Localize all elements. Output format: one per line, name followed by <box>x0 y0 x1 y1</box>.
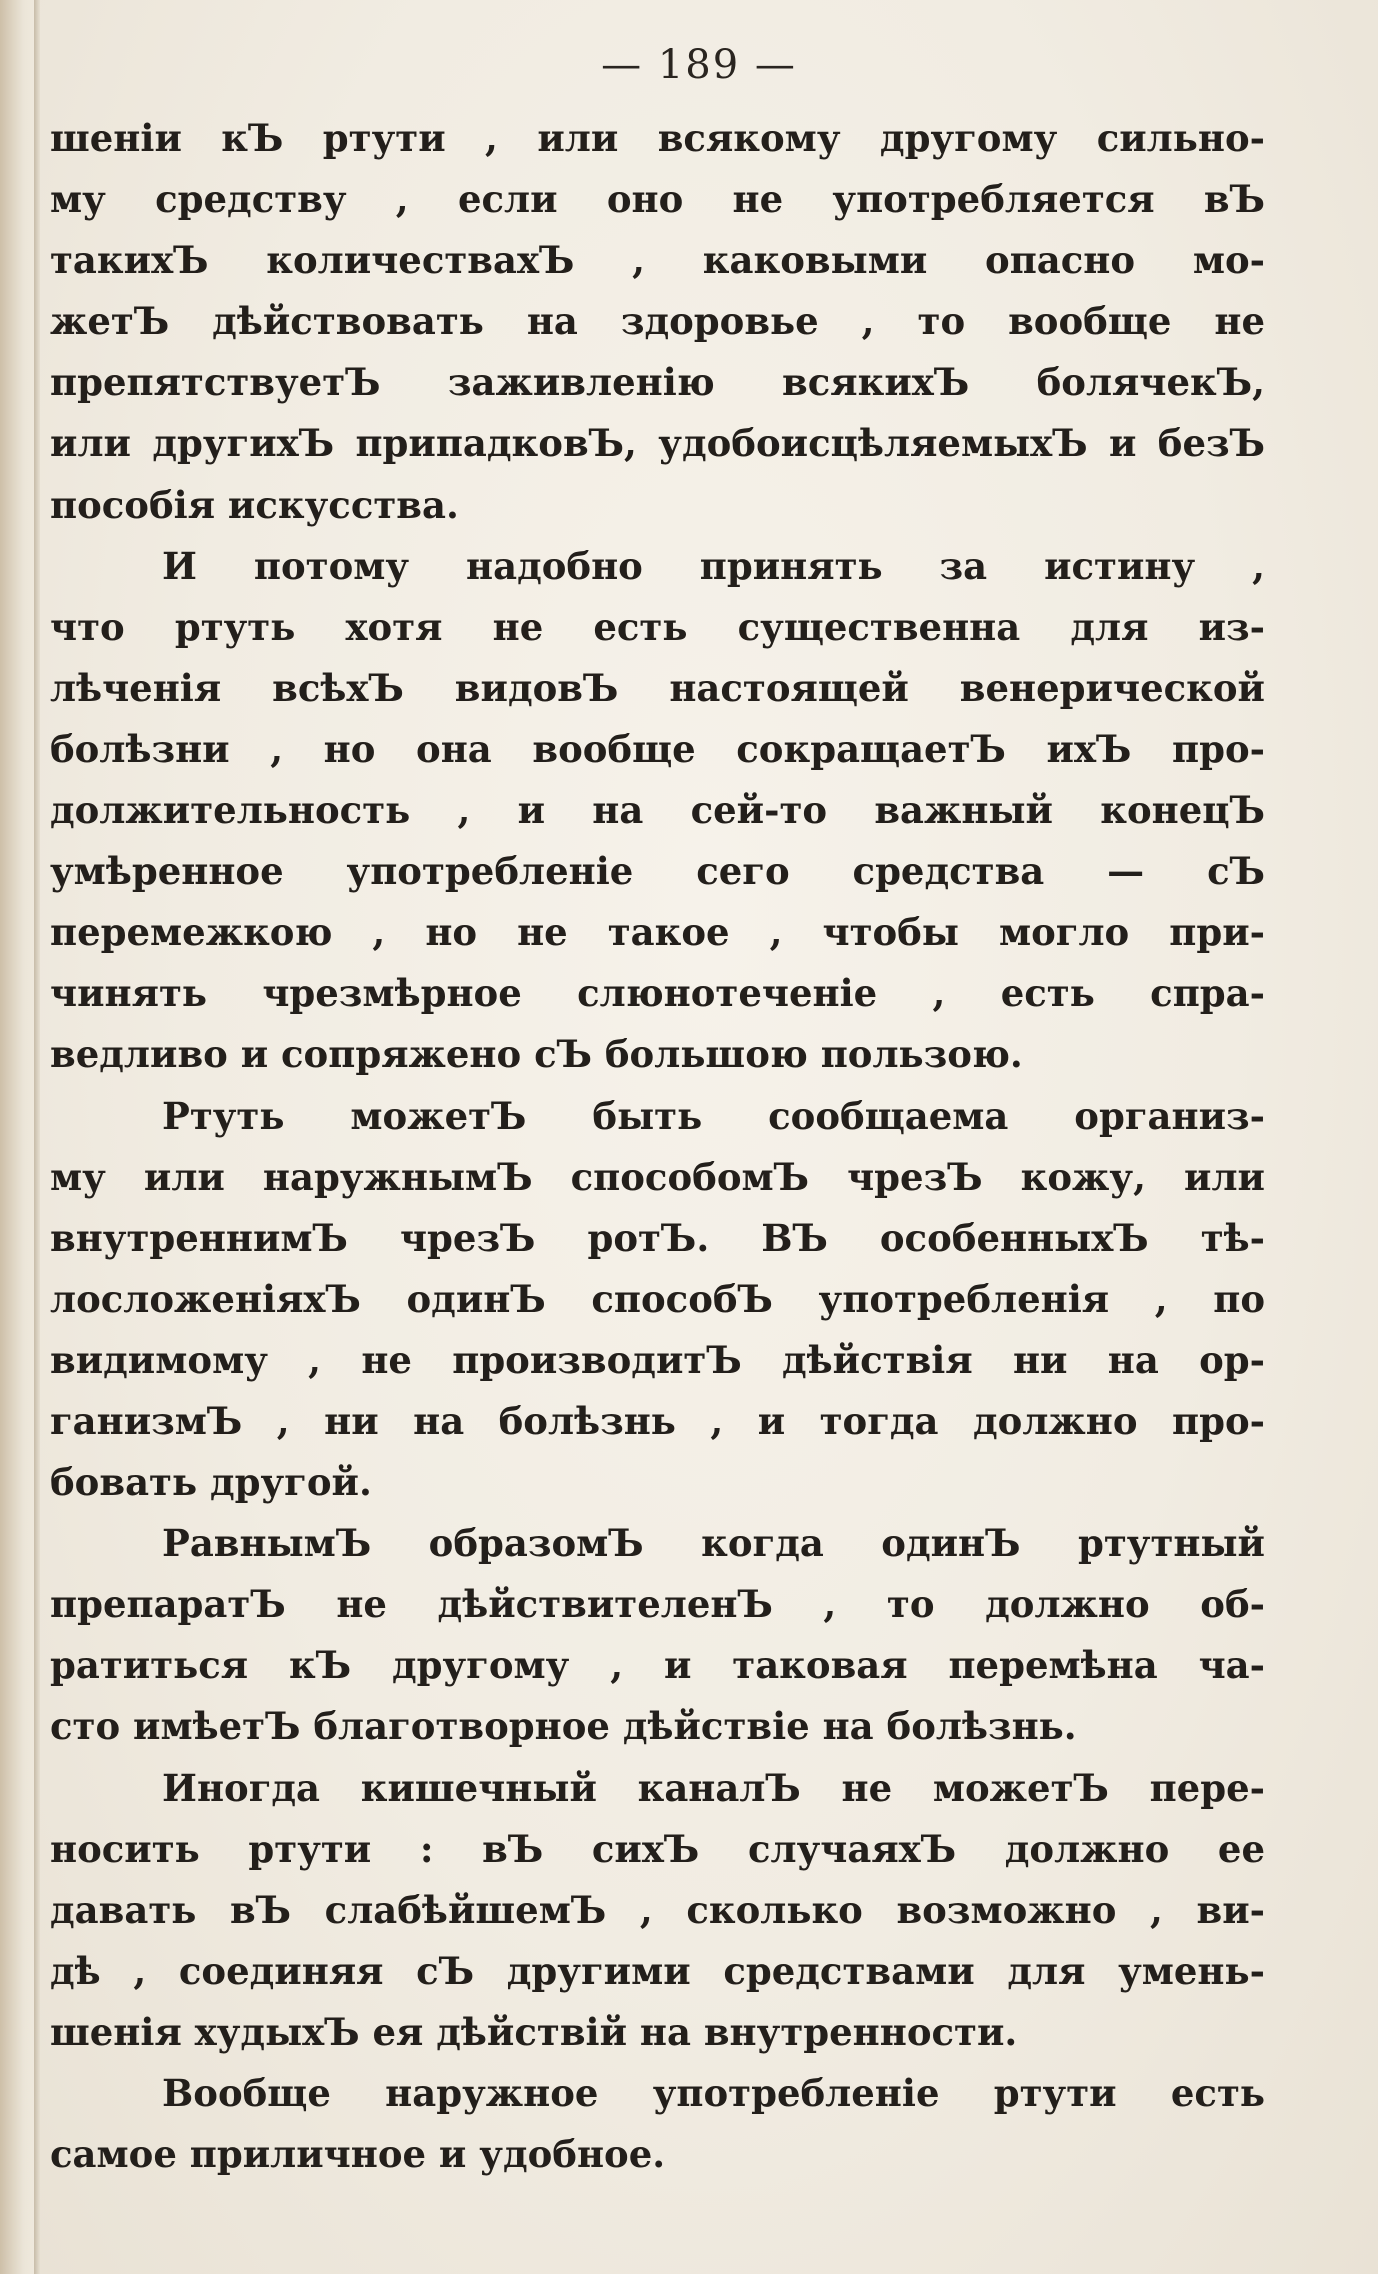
paragraph-3 <box>50 1086 1265 1514</box>
text-line: дѣ , соединяя сЪ другими средствами для умень- <box>50 1948 1265 1993</box>
text-line: ганизмЪ , ни на болѣзнь , и тогда должно про- <box>50 1398 1265 1443</box>
text-line: му средству , если оно не употребляется вЪ <box>50 177 1265 222</box>
text-line: шеніи кЪ ртути , или всякому другому сильно- <box>50 116 1265 160</box>
text-line: такихЪ количествахЪ , каковыми опасно мо- <box>50 238 1265 283</box>
text-line: перемежкою , но не такое , чтобы могло при- <box>50 910 1265 955</box>
text-line: давать вЪ слабѣйшемЪ , сколько возможно , ви- <box>50 1887 1265 1932</box>
text-line: пособія искусства. <box>50 482 459 527</box>
text-line: Вообще наружное употребленіе ртути есть <box>162 2071 1265 2115</box>
text-line: му или наружнымЪ способомЪ чрезЪ кожу, или <box>50 1154 1265 1199</box>
paragraph-2 <box>50 536 1265 1086</box>
text-line: ведливо и сопряжено сЪ большою пользою. <box>50 1032 1023 1077</box>
text-line: лѣченія всѣхЪ видовЪ настоящей венерической <box>50 665 1265 710</box>
book-page <box>40 0 1378 2274</box>
page-text <box>50 108 1265 2185</box>
paragraph-4 <box>50 1513 1265 1757</box>
text-line: видимому , не производитЪ дѣйствія ни на ор- <box>50 1337 1265 1382</box>
text-line: носить ртути : вЪ сихЪ случаяхЪ должно ее <box>50 1826 1265 1871</box>
text-line: жетЪ дѣйствовать на здоровье , то вообще не <box>50 299 1265 344</box>
book-binding-edge <box>0 0 34 2274</box>
page-number: — 189 — <box>601 42 797 88</box>
text-line: Ртуть можетЪ быть сообщаема организ- <box>162 1093 1265 1138</box>
text-line: Иногда кишечный каналЪ не можетЪ пере- <box>162 1765 1265 1810</box>
text-line: бовать другой. <box>50 1460 372 1505</box>
text-line: должительность , и на сей-то важный конецЪ <box>50 788 1265 833</box>
text-line: шенія худыхЪ ея дѣйствій на внутренности. <box>50 2009 1018 2054</box>
text-line: И потому надобно принять за истину , <box>162 543 1265 588</box>
text-line: РавнымЪ образомЪ когда одинЪ ртутный <box>162 1521 1265 1566</box>
text-line: ратиться кЪ другому , и таковая перемѣна ча- <box>50 1643 1265 1688</box>
text-line: или другихЪ припадковЪ, удобоисцѣляемыхЪ и безЪ <box>50 421 1265 466</box>
paragraph-6 <box>50 2063 1265 2185</box>
text-line: внутреннимЪ чрезЪ ротЪ. ВЪ особенныхЪ тѣ- <box>50 1215 1265 1260</box>
paragraph-1 <box>50 108 1265 536</box>
text-line: что ртуть хотя не есть существенна для из- <box>50 604 1265 649</box>
text-line: лосложеніяхЪ одинЪ способЪ употребленія , по <box>50 1276 1265 1321</box>
text-line: умѣренное употребленіе сего средства — сЪ <box>50 849 1265 894</box>
text-line: препаратЪ не дѣйствителенЪ , то должно об- <box>50 1582 1265 1627</box>
paragraph-5 <box>50 1758 1265 2063</box>
text-line: самое приличное и удобное. <box>50 2132 666 2177</box>
text-line: препятствуетЪ заживленію всякихЪ болячекЪ, <box>50 360 1265 405</box>
text-line: чинять чрезмѣрное слюнотеченіе , есть спра- <box>50 971 1265 1016</box>
text-line: сто имѣетЪ благотворное дѣйствіе на болѣзнь. <box>50 1704 1077 1749</box>
text-line: болѣзни , но она вообще сокращаетЪ ихЪ про- <box>50 726 1265 771</box>
